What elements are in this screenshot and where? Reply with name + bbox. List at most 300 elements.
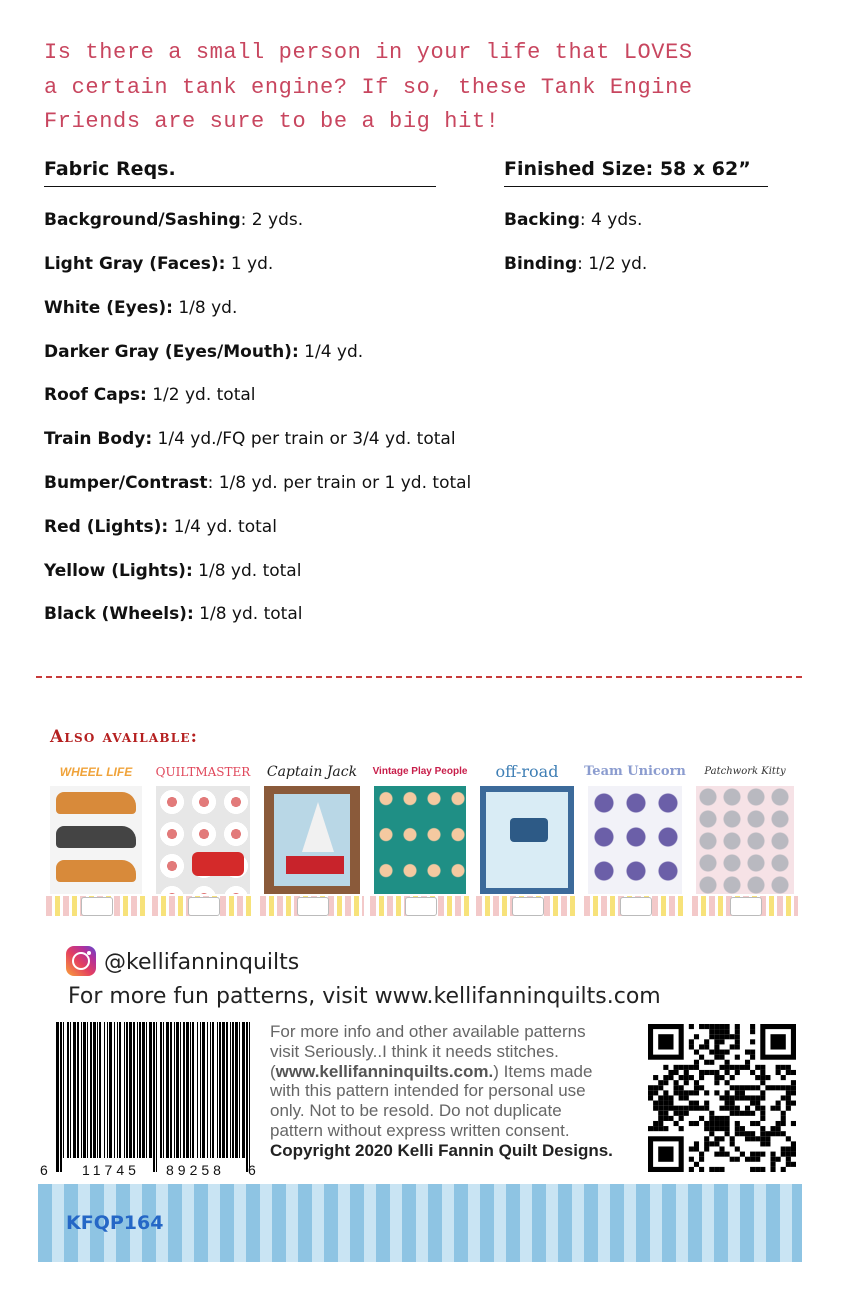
barcode-bar [183, 1022, 185, 1158]
pattern-cover-off-road[interactable] [476, 758, 578, 916]
requirement-item [44, 210, 303, 230]
barcode-bar [83, 1022, 86, 1158]
qr-module [776, 1131, 781, 1136]
qr-module [658, 1116, 663, 1121]
qr-module [781, 1152, 786, 1157]
requirement-label: Roof Caps: [44, 385, 147, 405]
qr-module [791, 1146, 796, 1151]
requirement-value: 1/2 yd. total [146, 385, 256, 405]
qr-module [714, 1050, 719, 1055]
qr-module [725, 1080, 730, 1085]
barcode-group-2: 89258 [166, 1162, 225, 1178]
qr-module [699, 1024, 704, 1029]
barcode-bar [139, 1022, 141, 1158]
barcode-bar [192, 1022, 194, 1158]
qr-module [786, 1106, 791, 1111]
barcode-bar [77, 1022, 79, 1158]
barcode-bar [186, 1022, 189, 1158]
cover-art [156, 786, 250, 894]
qr-module [679, 1065, 684, 1070]
qr-module [770, 1106, 775, 1111]
qr-module [684, 1095, 689, 1100]
qr-module [714, 1152, 719, 1157]
qr-module [663, 1106, 668, 1111]
qr-module [663, 1101, 668, 1106]
qr-module [760, 1116, 765, 1121]
qr-module [725, 1095, 730, 1100]
barcode-bar [156, 1022, 157, 1172]
qr-module [770, 1157, 775, 1162]
barcode-bar [235, 1022, 238, 1158]
barcode-bar [63, 1022, 64, 1158]
qr-module [699, 1167, 704, 1172]
qr-module [781, 1131, 786, 1136]
qr-module [725, 1101, 730, 1106]
qr-module [709, 1050, 714, 1055]
qr-module [674, 1065, 679, 1070]
qr-module [694, 1060, 699, 1065]
qr-module [725, 1029, 730, 1034]
qr-module [694, 1162, 699, 1167]
qr-module [781, 1095, 786, 1100]
qr-module [776, 1085, 781, 1090]
qr-module [699, 1075, 704, 1080]
qr-module [704, 1121, 709, 1126]
cover-title: Vintage Play People [372, 766, 468, 777]
pattern-cover-captain-jack[interactable] [260, 758, 364, 916]
qr-module [668, 1070, 673, 1075]
qr-module [658, 1121, 663, 1126]
qr-module [719, 1106, 724, 1111]
cover-title: off-road [495, 762, 559, 781]
qr-module [755, 1065, 760, 1070]
qr-module [735, 1029, 740, 1034]
qr-module [786, 1162, 791, 1167]
qr-module [776, 1101, 781, 1106]
qr-module [694, 1141, 699, 1146]
requirement-value: 1/4 yd. total [168, 517, 277, 537]
barcode-bar [180, 1022, 181, 1158]
barcode-bar [114, 1022, 115, 1158]
pattern-cover-wheel-life[interactable] [46, 758, 146, 916]
qr-module [755, 1106, 760, 1111]
qr-module [689, 1167, 694, 1172]
qr-module [776, 1106, 781, 1111]
cover-footer [152, 896, 254, 916]
qr-module [704, 1126, 709, 1131]
qr-module [725, 1060, 730, 1065]
qr-module [704, 1044, 709, 1049]
requirement-label: Red (Lights): [44, 517, 169, 537]
qr-module [714, 1044, 719, 1049]
qr-module [653, 1090, 658, 1095]
qr-module [735, 1039, 740, 1044]
barcode-bar [81, 1022, 82, 1158]
qr-module [781, 1121, 786, 1126]
qr-module [658, 1126, 663, 1131]
qr-module [755, 1095, 760, 1100]
qr-finder [658, 1034, 673, 1049]
requirement-label: Darker Gray (Eyes/Mouth): [44, 342, 299, 362]
qr-module [704, 1024, 709, 1029]
qr-module [735, 1126, 740, 1131]
qr-module [750, 1101, 755, 1106]
qr-module [709, 1131, 714, 1136]
cover-footer [46, 896, 146, 916]
qr-module [709, 1141, 714, 1146]
qr-module [760, 1167, 765, 1172]
qr-module [781, 1075, 786, 1080]
pattern-covers [46, 758, 800, 918]
qr-module [776, 1121, 781, 1126]
qr-module [699, 1085, 704, 1090]
qr-module [791, 1141, 796, 1146]
qr-module [694, 1050, 699, 1055]
qr-module [653, 1121, 658, 1126]
fabric-reqs-heading: Fabric Reqs. [44, 158, 436, 187]
barcode-bar [107, 1022, 108, 1158]
qr-module [725, 1070, 730, 1075]
requirement-value: 1/8 yd. [172, 298, 238, 318]
barcode-bar [232, 1022, 234, 1158]
qr-module [709, 1024, 714, 1029]
pattern-cover-team-unicorn[interactable] [584, 758, 686, 916]
qr-module [719, 1029, 724, 1034]
qr-module [699, 1055, 704, 1060]
qr-module [760, 1152, 765, 1157]
qr-module [694, 1065, 699, 1070]
requirement-item [44, 385, 256, 405]
qr-module [663, 1090, 668, 1095]
qr-module [694, 1085, 699, 1090]
qr-module [735, 1111, 740, 1116]
barcode-bar [239, 1022, 240, 1158]
info-line: with this pattern intended for personal use [270, 1081, 586, 1101]
qr-module [648, 1085, 653, 1090]
requirement-label: Light Gray (Faces): [44, 254, 226, 274]
requirement-value: 1/8 yd. total [192, 561, 302, 581]
requirement-value: 1 yd. [225, 254, 274, 274]
qr-module [770, 1085, 775, 1090]
barcode-bar [97, 1022, 98, 1158]
qr-module [770, 1167, 775, 1172]
qr-module [668, 1101, 673, 1106]
website-link[interactable]: www.kellifanninquilts.com. [275, 1061, 494, 1081]
barcode-bar [60, 1022, 62, 1172]
barcode-bar [249, 1022, 250, 1172]
cover-title: WHEEL LIFE [59, 765, 133, 779]
qr-module [765, 1141, 770, 1146]
cover-title: Team Unicorn [584, 764, 686, 779]
qr-module [725, 1121, 730, 1126]
qr-module [653, 1126, 658, 1131]
barcode-bar [149, 1022, 152, 1158]
requirement-item [44, 604, 302, 624]
qr-module [781, 1085, 786, 1090]
qr-module [786, 1157, 791, 1162]
requirement-label: Background/Sashing [44, 210, 241, 230]
qr-module [719, 1121, 724, 1126]
finished-size-heading: Finished Size: 58 x 62” [504, 158, 768, 187]
qr-module [663, 1065, 668, 1070]
qr-module [663, 1126, 668, 1131]
qr-module [719, 1024, 724, 1029]
pattern-info [270, 1022, 642, 1161]
qr-module [704, 1141, 709, 1146]
barcode-bar [174, 1022, 175, 1158]
qr-module [709, 1034, 714, 1039]
barcode-bar [93, 1022, 96, 1158]
barcode-bar [90, 1022, 92, 1158]
qr-module [745, 1136, 750, 1141]
qr-module [719, 1152, 724, 1157]
qr-module [714, 1136, 719, 1141]
qr-module [684, 1065, 689, 1070]
qr-module [735, 1157, 740, 1162]
barcode-bar [160, 1022, 162, 1158]
qr-module [663, 1116, 668, 1121]
cover-art [374, 786, 466, 894]
qr-module [719, 1034, 724, 1039]
qr-module [745, 1106, 750, 1111]
qr-module [679, 1126, 684, 1131]
qr-module [786, 1146, 791, 1151]
qr-module [770, 1162, 775, 1167]
logo-icon [188, 897, 220, 916]
barcode-bar [170, 1022, 172, 1158]
qr-module [725, 1050, 730, 1055]
barcode-bar [207, 1022, 208, 1158]
barcode-bar [222, 1022, 225, 1158]
qr-module [750, 1085, 755, 1090]
pattern-cover-patchwork-kitty[interactable] [692, 758, 798, 916]
requirement-value: : 1/8 yd. per train or 1 yd. total [207, 473, 472, 493]
cover-art [696, 786, 794, 894]
qr-module [786, 1090, 791, 1095]
qr-module [694, 1106, 699, 1111]
qr-module [760, 1131, 765, 1136]
qr-module [725, 1065, 730, 1070]
qr-module [735, 1070, 740, 1075]
qr-module [694, 1090, 699, 1095]
intro-line: a certain tank engine? If so, these Tank Engine [44, 74, 693, 100]
barcode-bar [176, 1022, 179, 1158]
qr-module [786, 1085, 791, 1090]
requirement-item [44, 561, 301, 581]
qr-module [786, 1095, 791, 1100]
cover-footer [692, 896, 798, 916]
qr-module [725, 1034, 730, 1039]
qr-module [750, 1152, 755, 1157]
qr-module [755, 1136, 760, 1141]
barcode-bar [117, 1022, 118, 1158]
qr-module [740, 1152, 745, 1157]
info-line: pattern without express written consent. [270, 1120, 570, 1140]
qr-module [760, 1080, 765, 1085]
qr-module [760, 1090, 765, 1095]
qr-code[interactable] [648, 1024, 796, 1172]
pattern-cover-quiltmaster[interactable] [152, 758, 254, 916]
qr-module [781, 1167, 786, 1172]
instagram-icon [66, 946, 96, 976]
qr-module [694, 1146, 699, 1151]
qr-module [791, 1152, 796, 1157]
qr-module [735, 1131, 740, 1136]
qr-module [755, 1101, 760, 1106]
qr-module [750, 1029, 755, 1034]
qr-module [679, 1106, 684, 1111]
also-available-heading: Also available: [50, 727, 199, 747]
qr-module [679, 1085, 684, 1090]
qr-finder [658, 1146, 673, 1161]
qr-module [725, 1116, 730, 1121]
qr-module [781, 1116, 786, 1121]
logo-icon [512, 897, 544, 916]
qr-module [709, 1070, 714, 1075]
requirement-value: : 2 yds. [240, 210, 304, 230]
qr-module [719, 1095, 724, 1100]
barcode-bar [200, 1022, 201, 1158]
qr-module [653, 1101, 658, 1106]
qr-module [735, 1106, 740, 1111]
logo-icon [620, 897, 652, 916]
qr-module [668, 1116, 673, 1121]
qr-module [714, 1167, 719, 1172]
barcode-bar [163, 1022, 164, 1158]
requirement-item [44, 298, 237, 318]
qr-module [699, 1152, 704, 1157]
requirement-label: Train Body: [44, 429, 153, 449]
cover-footer [584, 896, 686, 916]
qr-module [679, 1090, 684, 1095]
qr-module [776, 1065, 781, 1070]
qr-module [714, 1024, 719, 1029]
qr-module [689, 1039, 694, 1044]
requirement-value: : 4 yds. [579, 210, 643, 230]
qr-module [760, 1095, 765, 1100]
qr-module [714, 1070, 719, 1075]
requirement-value: : 1/2 yd. [577, 254, 648, 274]
qr-module [781, 1111, 786, 1116]
qr-module [674, 1121, 679, 1126]
qr-module [735, 1121, 740, 1126]
instagram-handle[interactable]: @kellifanninquilts [104, 950, 300, 975]
qr-module [755, 1167, 760, 1172]
barcode-bar [242, 1022, 245, 1158]
qr-module [694, 1080, 699, 1085]
qr-module [750, 1050, 755, 1055]
barcode [40, 1022, 262, 1172]
qr-module [781, 1065, 786, 1070]
qr-module [714, 1075, 719, 1080]
qr-module [765, 1075, 770, 1080]
qr-module [770, 1131, 775, 1136]
qr-module [730, 1141, 735, 1146]
product-code: KFQP164 [66, 1212, 164, 1234]
qr-module [735, 1065, 740, 1070]
qr-module [674, 1085, 679, 1090]
qr-module [719, 1116, 724, 1121]
qr-module [750, 1131, 755, 1136]
qr-module [791, 1121, 796, 1126]
qr-module [740, 1085, 745, 1090]
qr-module [760, 1141, 765, 1146]
barcode-bar [197, 1022, 198, 1158]
barcode-bar [230, 1022, 231, 1158]
qr-module [704, 1106, 709, 1111]
requirement-value: 1/8 yd. total [193, 604, 303, 624]
qr-module [709, 1167, 714, 1172]
intro-text [44, 36, 804, 140]
requirement-item [44, 254, 273, 274]
qr-module [714, 1090, 719, 1095]
barcode-bar [73, 1022, 76, 1158]
qr-module [684, 1070, 689, 1075]
barcode-bar [104, 1022, 105, 1158]
qr-module [714, 1080, 719, 1085]
qr-module [765, 1131, 770, 1136]
qr-module [658, 1085, 663, 1090]
info-line: (www.kellifanninquilts.com.) Items made [270, 1061, 593, 1081]
logo-icon [730, 897, 762, 916]
barcode-bar [99, 1022, 101, 1158]
info-line: visit Seriously..I think it needs stitches. [270, 1041, 559, 1061]
qr-module [648, 1126, 653, 1131]
qr-module [735, 1034, 740, 1039]
cover-footer [370, 896, 470, 916]
qr-module [725, 1090, 730, 1095]
qr-module [653, 1106, 658, 1111]
qr-module [776, 1126, 781, 1131]
qr-module [765, 1085, 770, 1090]
qr-module [658, 1101, 663, 1106]
qr-module [684, 1075, 689, 1080]
qr-module [709, 1111, 714, 1116]
barcode-bar [202, 1022, 205, 1158]
qr-module [750, 1111, 755, 1116]
qr-module [704, 1039, 709, 1044]
pattern-cover-vintage-play-people[interactable] [370, 758, 470, 916]
qr-module [786, 1152, 791, 1157]
qr-module [745, 1157, 750, 1162]
qr-module [663, 1080, 668, 1085]
qr-module [735, 1090, 740, 1095]
qr-module [704, 1090, 709, 1095]
qr-module [714, 1141, 719, 1146]
qr-module [689, 1146, 694, 1151]
requirement-item [44, 473, 471, 493]
qr-module [704, 1146, 709, 1151]
qr-module [770, 1126, 775, 1131]
qr-module [719, 1065, 724, 1070]
qr-module [740, 1065, 745, 1070]
qr-module [750, 1157, 755, 1162]
barcode-bar [226, 1022, 228, 1158]
qr-module [714, 1116, 719, 1121]
qr-module [684, 1080, 689, 1085]
qr-module [709, 1126, 714, 1131]
qr-module [709, 1121, 714, 1126]
qr-module [740, 1095, 745, 1100]
qr-module [725, 1152, 730, 1157]
qr-module [755, 1085, 760, 1090]
qr-module [735, 1055, 740, 1060]
qr-module [755, 1152, 760, 1157]
qr-module [740, 1126, 745, 1131]
cover-title: Captain Jack [266, 764, 358, 780]
requirement-item [44, 429, 456, 449]
qr-module [750, 1167, 755, 1172]
